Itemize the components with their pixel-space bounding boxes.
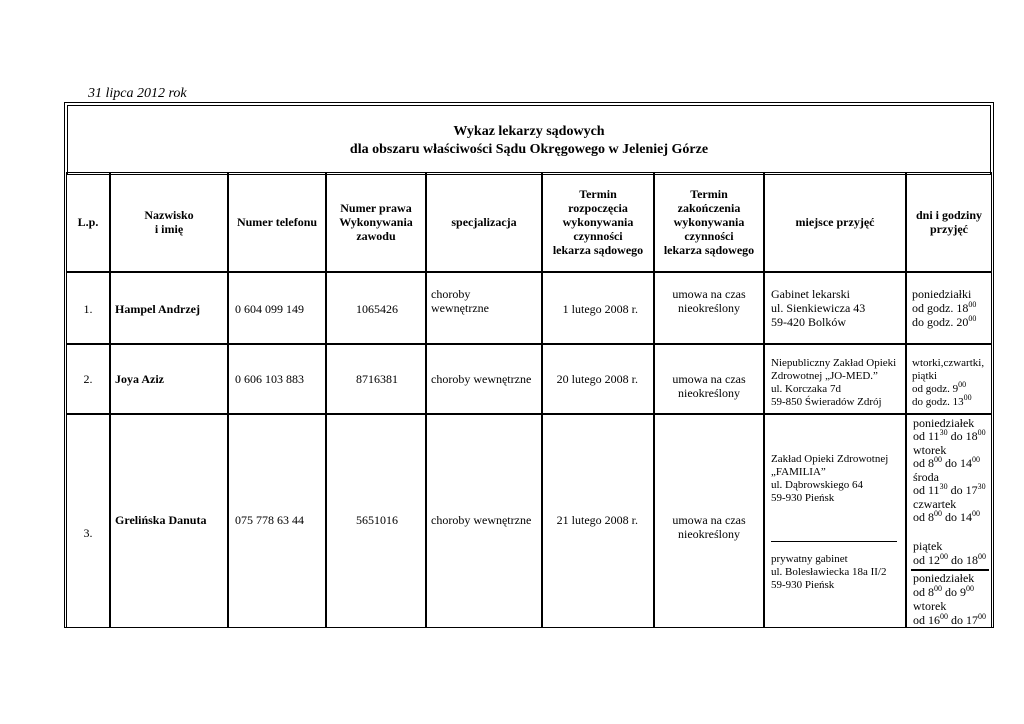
row2-place-line-1: Niepubliczny Zakład Opieki (771, 357, 897, 369)
table-title (67, 105, 991, 175)
header-hours-line-1: dni i godziny (915, 208, 983, 222)
row3-lp: 3. (83, 526, 93, 540)
header-hours (906, 172, 992, 272)
row1-name: Hampel Andrzej (115, 302, 200, 316)
sched-a-day-5: piątek (913, 539, 943, 553)
sched-b-day-2: wtorek (913, 599, 947, 613)
row1-spec-line-2: wewnętrzne (431, 301, 489, 315)
row3-end-line-1: umowa na czas (672, 513, 746, 527)
row1-hours-line-2: od godz. $18^{00}$ (912, 300, 977, 315)
sched-a-day-2: wtorek (913, 443, 947, 457)
row3-end-line-2: nieokreślony (678, 527, 740, 541)
row1-spec-line-1: choroby (431, 287, 471, 301)
header-license-line-1: Numer prawa (340, 201, 412, 215)
row3-place-cell (764, 414, 906, 628)
row1-place-line-2: ul. Sienkiewicza 43 (771, 301, 866, 315)
header-start-line-3: wykonywania (562, 215, 634, 229)
row3-place-b-line-1: prywatny gabinet (771, 553, 848, 565)
row2-phone: 0 606 103 883 (235, 372, 304, 386)
row2-end-line-2: nieokreślony (678, 386, 740, 400)
row2-place-line-4: 59-850 Świeradów Zdrój (771, 396, 882, 408)
row1-place-line-3: 59-420 Bolków (771, 315, 846, 329)
sched-b-time-1: od $8^{00}$ do $9^{00}$ (913, 584, 974, 599)
sched-a-time-1: od $11^{30}$ do $18^{00}$ (913, 428, 986, 443)
row1-hours-line-3: do godz. $20^{00}$ (912, 314, 977, 329)
sched-b-day-1: poniedziałek (913, 571, 975, 585)
row1-license: 1065426 (356, 302, 398, 316)
header-license-line-3: zawodu (356, 229, 396, 243)
row3-lp-cell (66, 414, 110, 628)
header-place-label: miejsce przyjęć (795, 215, 875, 229)
row3-place-b-line-2: ul. Bolesławiecka 18a II/2 (771, 566, 887, 578)
sched-a-time-2: od $8^{00}$ do $14^{00}$ (913, 455, 980, 470)
row1-place-line-1: Gabinet lekarski (771, 287, 850, 301)
row2-start-date: 20 lutego 2008 r. (556, 372, 638, 386)
row2-lp: 2. (83, 372, 93, 386)
row1-start-date: 1 lutego 2008 r. (562, 302, 638, 316)
row3-name: Grelińska Danuta (115, 513, 207, 527)
header-start-date (542, 172, 654, 272)
row3-spec: choroby wewnętrzne (431, 513, 532, 527)
row2-hours-line-2: piątki (912, 370, 938, 382)
row2-hours-line-3: od godz. $9^{00}$ (912, 380, 967, 395)
header-phone (228, 172, 326, 272)
row3-place-a-line-2: „FAMILIA” (771, 466, 826, 478)
header-start-line-1: Termin (579, 187, 617, 201)
header-specialization (426, 172, 542, 272)
row1-lp: 1. (83, 302, 93, 316)
header-end-line-2: zakończenia (677, 201, 741, 215)
header-lp-label: L.p. (77, 215, 99, 229)
sched-a-day-4: czwartek (913, 497, 957, 511)
row1-phone: 0 604 099 149 (235, 302, 304, 316)
header-phone-label: Numer telefonu (236, 215, 318, 229)
header-place (764, 172, 906, 272)
header-start-line-2: rozpoczęcia (568, 201, 628, 215)
header-start-line-4: czynności (573, 229, 623, 243)
sched-a-time-5: od $12^{00}$ do $18^{00}$ (913, 552, 986, 567)
header-end-line-3: wykonywania (673, 215, 745, 229)
header-end-line-4: czynności (684, 229, 734, 243)
row2-name: Joya Aziz (115, 372, 164, 386)
header-license-line-2: Wykonywania (339, 215, 413, 229)
row2-hours-line-1: wtorki,czwartki, (912, 357, 985, 369)
header-end-date (654, 172, 764, 272)
sched-a-day-3: środa (913, 470, 939, 484)
row3-license: 5651016 (356, 513, 398, 527)
row3-place-a-line-3: ul. Dąbrowskiego 64 (771, 479, 863, 491)
title-line-2: dla obszaru właściwości Sądu Okręgowego w Jeleniej Górze (349, 142, 709, 157)
row2-license: 8716381 (356, 372, 398, 386)
row2-place-line-3: ul. Korczaka 7d (771, 383, 841, 395)
row3-phone: 075 778 63 44 (235, 513, 304, 527)
place-separator-line (771, 541, 897, 542)
row1-end-line-1: umowa na czas (672, 287, 746, 301)
header-name-line-2: i imię (154, 222, 184, 236)
sched-a-time-4: od $8^{00}$ do $14^{00}$ (913, 509, 980, 524)
sched-b-time-2: od $16^{00}$ do $17^{00}$ (913, 612, 986, 627)
row3-place-a-line-4: 59-930 Pieńsk (771, 492, 835, 504)
row1-hours-line-1: poniedziałki (912, 287, 972, 301)
header-start-line-5: lekarza sądowego (552, 243, 644, 257)
header-lp (66, 172, 110, 272)
row2-spec: choroby wewnętrzne (431, 372, 532, 386)
header-spec-label: specjalizacja (451, 215, 517, 229)
row3-place-a-line-1: Zakład Opieki Zdrowotnej (771, 453, 889, 465)
header-license (326, 172, 426, 272)
row2-hours-line-4: do godz. $13^{00}$ (912, 393, 972, 408)
header-hours-line-2: przyjęć (930, 222, 968, 236)
sched-a-time-3: od $11^{30}$ do $17^{30}$ (913, 482, 986, 497)
title-line-1: Wykaz lekarzy sądowych (453, 124, 605, 139)
row2-end-line-1: umowa na czas (672, 372, 746, 386)
header-name-line-1: Nazwisko (144, 208, 194, 222)
row3-place-b-line-3: 59-930 Pieńsk (771, 579, 835, 591)
header-name (110, 172, 228, 272)
document-date: 31 lipca 2012 rok (88, 86, 187, 101)
row3-start-date: 21 lutego 2008 r. (556, 513, 638, 527)
sched-a-day-1: poniedziałek (913, 416, 975, 430)
row1-end-line-2: nieokreślony (678, 301, 740, 315)
header-end-line-5: lekarza sądowego (663, 243, 755, 257)
row2-place-line-2: Zdrowotnej „JO-MED.” (771, 370, 878, 382)
header-end-line-1: Termin (690, 187, 728, 201)
